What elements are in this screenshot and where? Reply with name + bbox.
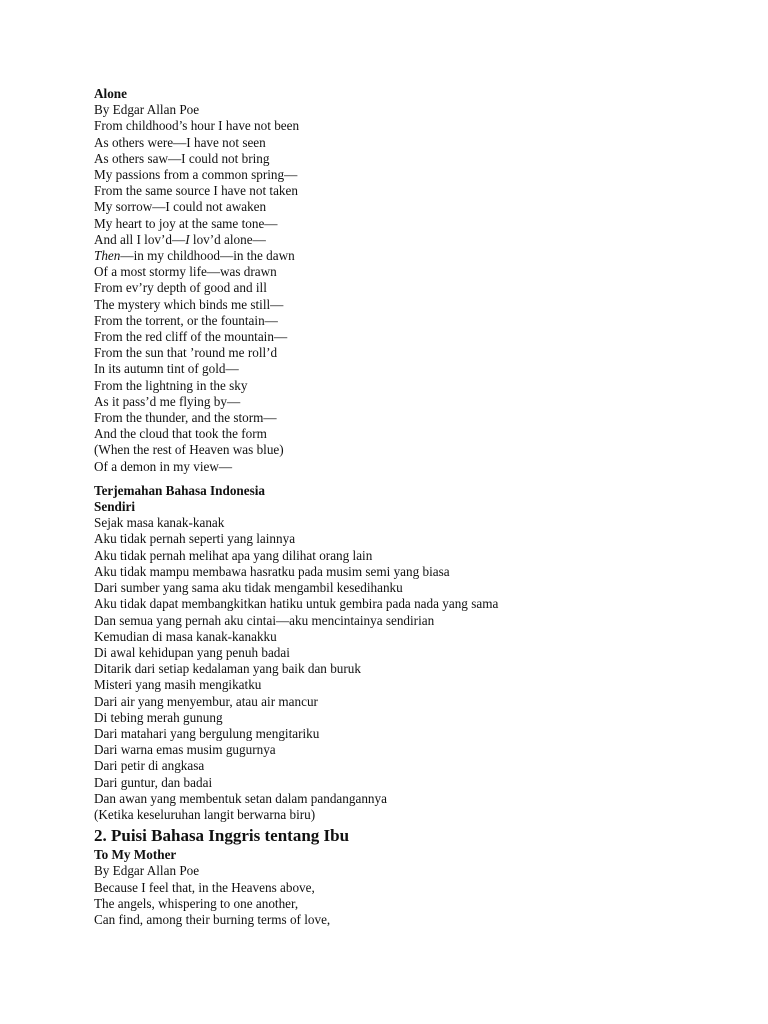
poem-line: From the red cliff of the mountain— [94,329,288,345]
translation-line: Dari sumber yang sama aku tidak mengambil kesedihanku [94,580,403,596]
poem-line-italic: I [185,231,190,247]
poem-line-italic: Then [94,248,121,264]
translation-line: Aku tidak pernah seperti yang lainnya [94,531,296,547]
document-page [94,86,734,928]
translation-line: Di tebing merah gunung [94,709,223,725]
poem-line: My heart to joy at the same tone— [94,215,278,231]
poem-line: From the torrent, or the fountain— [94,312,278,328]
poem-line: Of a demon in my view— [94,458,233,474]
poem-byline: By Edgar Allan Poe [94,863,200,879]
poem-line: My sorrow—I could not awaken [94,199,267,215]
poem-line: As others saw—I could not bring [94,150,270,166]
translation-line: Dari air yang menyembur, atau air mancur [94,693,318,709]
poem-line: The mystery which binds me still— [94,296,284,312]
spacer [94,475,734,483]
translation-line: Dan awan yang membentuk setan dalam pandangannya [94,790,387,806]
translation-line: Sejak masa kanak-kanak [94,515,225,531]
poem-line: My passions from a common spring— [94,167,298,183]
poem-line: Because I feel that, in the Heavens above, [94,879,315,895]
poem-line-part: And all I lov’d— [94,231,186,247]
poem-line: From the thunder, and the storm— [94,410,277,426]
poem-line-part: —in my childhood—in the dawn [120,248,295,264]
translation-line: Kemudian di masa kanak-kanakku [94,628,277,644]
translation-line: Aku tidak mampu membawa hasratku pada musim semi yang biasa [94,563,450,579]
translation-line: Aku tidak pernah melihat apa yang dilihat orang lain [94,547,373,563]
translation-line: Dari warna emas musim gugurnya [94,742,276,758]
poem-line: From the sun that ’round me roll’d [94,345,278,361]
poem-title: Alone [94,86,127,101]
poem-line: From childhood’s hour I have not been [94,118,300,134]
poem-line [94,248,734,264]
poem-line: (When the rest of Heaven was blue) [94,442,284,458]
translation-line: Dan semua yang pernah aku cintai—aku mencintainya sendirian [94,612,435,628]
translation-title: Sendiri [94,499,136,515]
translation-heading: Terjemahan Bahasa Indonesia [94,482,265,498]
poem-line: As others were—I have not seen [94,134,266,150]
translation-line: Dari guntur, dan badai [94,774,213,790]
poem-title: To My Mother [94,847,177,863]
translation-line: Dari petir di angkasa [94,758,205,774]
poem-line: From ev’ry depth of good and ill [94,280,267,296]
poem-line: And the cloud that took the form [94,426,267,442]
translation-line: Misteri yang masih mengikatku [94,677,262,693]
poem-line-part: lov’d alone— [192,231,266,247]
poem-line: Can find, among their burning terms of love, [94,911,331,927]
poem-line: In its autumn tint of gold— [94,361,239,377]
poem-line: The angels, whispering to one another, [94,895,299,911]
poem-line: Of a most stormy life—was drawn [94,264,277,280]
poem-byline: By Edgar Allan Poe [94,102,200,118]
translation-line: Ditarik dari setiap kedalaman yang baik dan buruk [94,661,361,677]
poem-line [94,232,734,248]
poem-line: From the same source I have not taken [94,183,298,199]
section-heading: 2. Puisi Bahasa Inggris tentang Ibu [94,826,350,846]
translation-line: (Ketika keseluruhan langit berwarna biru) [94,806,316,822]
translation-line: Aku tidak dapat membangkitkan hatiku untuk gembira pada nada yang sama [94,596,499,612]
poem-line: As it pass’d me flying by— [94,393,241,409]
poem-line: From the lightning in the sky [94,377,248,393]
translation-line: Dari matahari yang bergulung mengitariku [94,725,320,741]
translation-line: Di awal kehidupan yang penuh badai [94,644,290,660]
